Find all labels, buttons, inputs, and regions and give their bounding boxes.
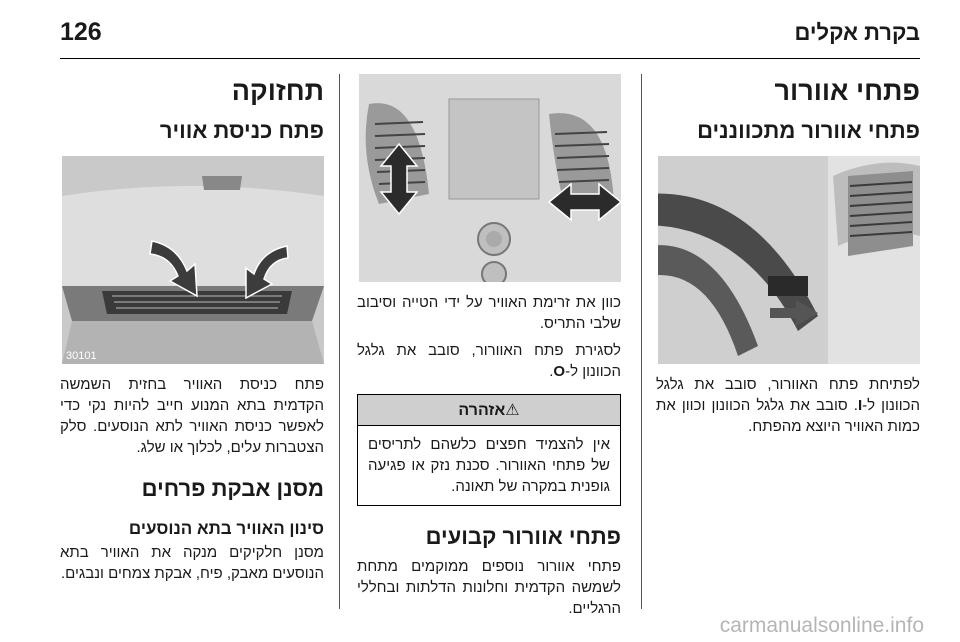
- page-number: 126: [60, 18, 102, 46]
- fixed-vents-text: פתחי אוורור נוספים ממוקמים מתחת לשמשה הקדמית וחלונות הדלתות ובחללי הרגליים.: [357, 558, 621, 617]
- column-divider-right: [641, 74, 642, 609]
- subsection-title-air-intake: פתח כניסת אוויר: [159, 118, 324, 143]
- center-vents-illustration: [359, 74, 621, 282]
- air-intake-illustration: [62, 156, 324, 364]
- figure-center-vents: [359, 74, 621, 282]
- section-title-vents: פתחי אוורור: [774, 76, 920, 106]
- warning-label: אזהרה: [458, 402, 506, 419]
- warning-text: אין להצמיד חפצים כלשהם לתריסים של פתחי האוורור. סכנת נזק או פגיעה גופנית במקרה של תאונה.: [368, 436, 610, 495]
- open-symbol: I: [857, 397, 863, 414]
- section-title-maintenance: תחזוקה: [231, 76, 324, 106]
- column-divider-left: [339, 74, 340, 609]
- running-title: בקרת אקלים: [794, 20, 920, 45]
- close-symbol: O: [553, 363, 566, 380]
- section-title-fixed-vents: פתחי אוורור קבועים: [425, 524, 621, 549]
- left-column: [60, 74, 324, 584]
- watermark: carmanualsonline.info: [719, 614, 924, 637]
- header-rule: [60, 58, 920, 59]
- close-vent-text: לסגירת פתח האוורור, סובב את גלגל הכוונון ל-O.: [357, 342, 621, 380]
- adjustable-vent-illustration: [658, 156, 920, 364]
- right-column: [656, 74, 920, 437]
- direction-text: כוון את זרימת האוויר על ידי הטייה וסיבוב שלבי התריס.: [357, 294, 621, 332]
- subsection-title-cabin-filter: סינון האוויר בתא הנוסעים: [128, 519, 324, 538]
- subsection-title-adjustable-vents: פתחי אוורור מתכווננים: [697, 118, 920, 143]
- figure-code: 30101: [66, 350, 97, 362]
- air-intake-text: פתח כניסת האוויר בחזית השמשה הקדמית בתא המנוע חייב להיות נקי כדי לאפשר כניסת האוויר לתא הנוסעים. סלק הצטברות עלים, לכלוך או שלג.: [60, 376, 324, 456]
- middle-column: [357, 74, 621, 619]
- pollen-filter-text: מסנן חלקיקים מנקה את האוויר בתא הנוסעים מאבק, פיח, אבקת צמחים ונבגים.: [60, 544, 324, 582]
- section-title-pollen-filter: מסנן אבקת פרחים: [141, 476, 324, 501]
- figure-air-intake: [62, 156, 324, 364]
- warning-triangle-icon: ⚠: [505, 402, 520, 419]
- figure-adjustable-vent: [658, 156, 920, 364]
- warning-header: [358, 395, 620, 426]
- page-header: [60, 10, 920, 50]
- adjustable-vents-text: לפתיחת פתח האוורור, סובב את גלגל הכוונון ל-I. סובב את גלגל הכוונון וכוון את כמות האוויר היוצא מהפתח.: [656, 376, 920, 435]
- warning-box: [357, 394, 621, 506]
